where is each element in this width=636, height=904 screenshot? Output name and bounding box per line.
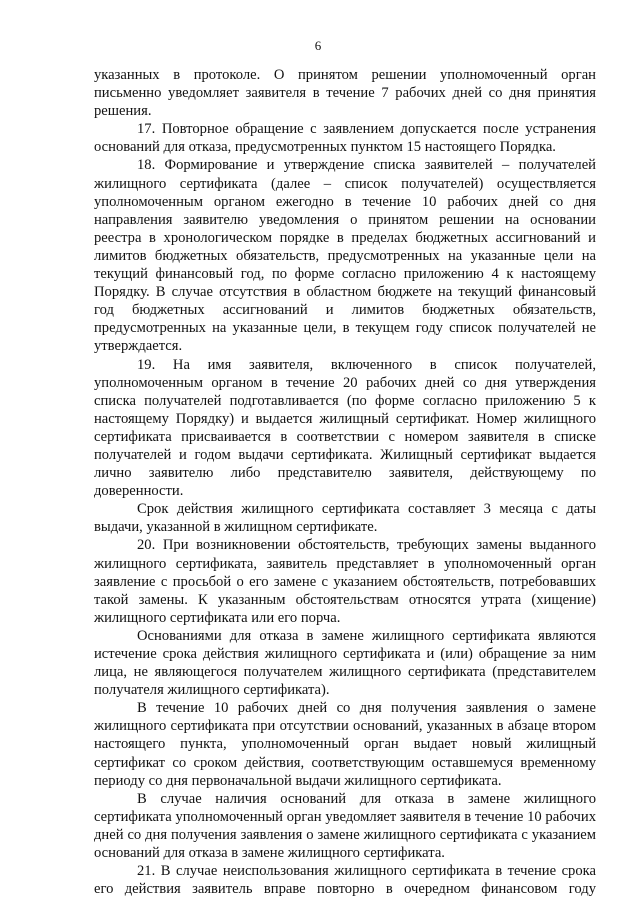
paragraph-20-refusal-notice: В случае наличия оснований для отказа в замене жилищного сертификата уполномоченный орган уведомляет заявителя в течение 10 рабочих дней со дня получения заявления о замене жилищного сертификата с указанием оснований для отказа в замене жилищного сертификата. xyxy=(94,790,596,862)
paragraph-continuation: указанных в протоколе. О принятом решении уполномоченный орган письменно уведомляет заявителя в течение 7 рабочих дней со дня принятия решения. xyxy=(94,67,596,120)
paragraph-20: 20. При возникновении обстоятельств, требующих замены выданного жилищного сертификата, заявитель представляет в уполномоченный орган заявление с просьбой о его замене с указанием обстоятельств, потребовавших такой замены. К указанным обстоятельствам относятся утрата (хищение) жилищного сертификата или его порча. xyxy=(94,537,596,626)
paragraph-21: 21. В случае неиспользования жилищного сертификата в течение срока его действия заявитель вправе повторно в очередном финансовом году xyxy=(94,863,596,898)
document-body xyxy=(94,66,596,898)
paragraph-17: 17. Повторное обращение с заявлением допускается после устранения оснований для отказа, предусмотренных пунктом 15 настоящего Порядка. xyxy=(94,121,596,156)
page-number: 6 xyxy=(314,38,322,53)
paragraph-20-new-certificate: В течение 10 рабочих дней со дня получения заявления о замене жилищного сертификата при отсутствии оснований, указанных в абзаце втором настоящего пункта, уполномоченный орган выдает новый жилищный сертификат со сроком действия, соответствующим оставшемуся временному периоду со дня первоначальной выдачи жилищного сертификата. xyxy=(94,700,596,789)
paragraph-19-term: Срок действия жилищного сертификата составляет 3 месяца с даты выдачи, указанной в жилищном сертификате. xyxy=(94,501,596,536)
paragraph-19: 19. На имя заявителя, включенного в список получателей, уполномоченным органом в течение 20 рабочих дней со дня утверждения списка получателей подготавливается (по форме согласно приложению 5 к настоящему Порядку) и выдается жилищный сертификат. Номер жилищного сертификата присваивается в соответствии с номером заявителя в списке получателей и годом выдачи сертификата. Жилищный сертификат выдается лично заявителю либо представителю заявителя, действующему по доверенности. xyxy=(94,356,596,500)
paragraph-20-refusal-grounds: Основаниями для отказа в замене жилищного сертификата являются истечение срока действия жилищного сертификата и (или) обращение за ним лица, не являющегося получателем жилищного сертификата (представителем получателя жилищного сертификата). xyxy=(94,627,596,699)
paragraph-18: 18. Формирование и утверждение списка заявителей – получателей жилищного сертификата (далее – список получателей) осуществляется уполномоченным органом ежегодно в течение 10 рабочих дней со дня направления заявителю уведомления о принятом решении на основании реестра в хронологическом порядке в пределах бюджетных ассигнований и лимитов бюджетных обязательств, предусмотренных на указанные цели на текущий финансовый год, по форме согласно приложению 4 к настоящему Порядку. В случае отсутствия в областном бюджете на текущий финансовый год бюджетных ассигнований и лимитов бюджетных обязательств, предусмотренных на указанные цели, в текущем году список получателей не утверждается. xyxy=(94,157,596,355)
